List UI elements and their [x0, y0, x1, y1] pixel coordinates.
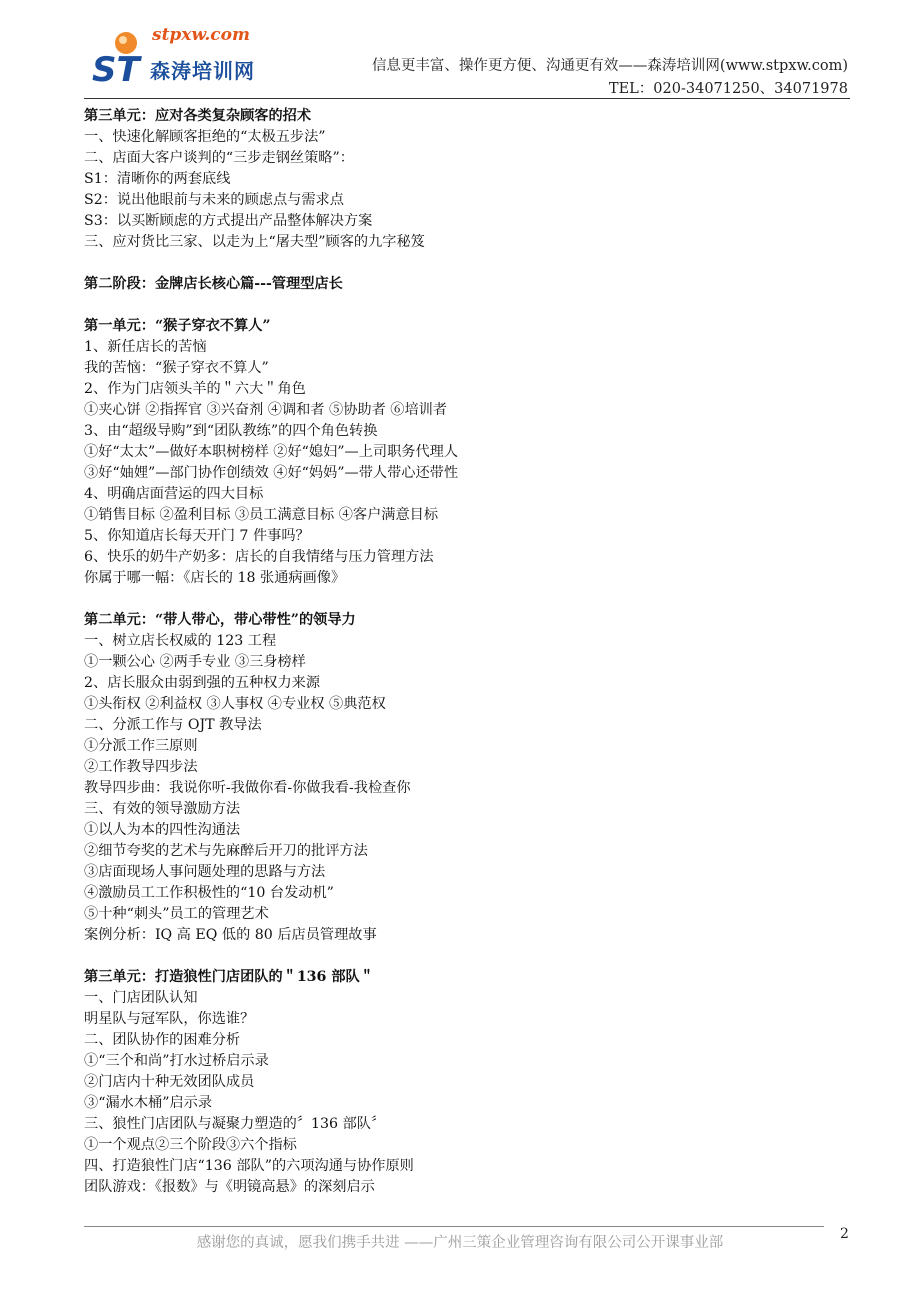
text-line: ①分派工作三原则	[84, 738, 198, 754]
text-line: 5、你知道店长每天开门 7 件事吗？	[84, 528, 310, 544]
text-line: ①一颗公心 ②两手专业 ③三身榜样	[84, 654, 306, 670]
header-slogan: 信息更丰富、操作更方便、沟通更有效——森涛培训网(www.stpxw.com)	[371, 58, 848, 74]
text-line: 三、应对货比三家、以走为上“屠夫型”顾客的九字秘笈	[84, 234, 425, 250]
blank-line	[84, 295, 854, 316]
text-line: 明星队与冠军队，你选谁？	[84, 1011, 255, 1027]
text-line: ①好“太太”—做好本职树榜样 ②好“媳妇”—上司职务代理人	[84, 444, 459, 460]
text-line: ③店面现场人事问题处理的思路与方法	[84, 864, 326, 880]
footer-text: 感谢您的真诚，愿我们携手共进 ——广州三策企业管理咨询有限公司公开课事业部	[196, 1235, 724, 1251]
text-line: ③“漏水木桶”启示录	[84, 1095, 213, 1111]
blank-line	[84, 589, 854, 610]
text-line: 1、新任店长的苦恼	[84, 339, 207, 355]
text-line: ①以人为本的四性沟通法	[84, 822, 241, 838]
text-line: ①“三个和尚”打水过桥启示录	[84, 1053, 269, 1069]
text-line: 团队游戏：《报数》与《明镜高悬》的深刻启示	[84, 1179, 375, 1195]
text-line: 一、门店团队认知	[84, 990, 198, 1006]
text-line: 一、快速化解顾客拒绝的“太极五步法”	[84, 129, 326, 145]
logo	[90, 25, 260, 87]
text-line: 一、树立店长权威的 123 工程	[84, 633, 277, 649]
text-line: 二、分派工作与 OJT 教导法	[84, 717, 262, 733]
svg-text:ST: ST	[92, 50, 140, 87]
text-line: ①一个观点②三个阶段③六个指标	[84, 1137, 297, 1153]
text-line: 6、快乐的奶牛产奶多：店长的自我情绪与压力管理方法	[84, 549, 434, 565]
text-line: S1：清晰你的两套底线	[84, 171, 231, 187]
text-line: 3、由“超级导购”到“团队教练”的四个角色转换	[84, 423, 378, 439]
text-line: ①夹心饼 ②指挥官 ③兴奋剂 ④调和者 ⑤协助者 ⑥培训者	[84, 402, 448, 418]
text-line: 我的苦恼：“猴子穿衣不算人”	[84, 360, 269, 376]
text-line: 三、有效的领导激励方法	[84, 801, 241, 817]
text-line: 教导四步曲：我说你听-我做你看-你做我看-我检查你	[84, 780, 411, 796]
blank-line	[84, 946, 854, 967]
page-number: 2	[840, 1226, 849, 1242]
text-line: 二、团队协作的困难分析	[84, 1032, 241, 1048]
section-heading: 第二单元：“带人带心，带心带性”的领导力	[84, 612, 356, 628]
document-body	[84, 106, 854, 1198]
text-line: S3：以买断顾虑的方式提出产品整体解决方案	[84, 213, 373, 229]
text-line: ①销售目标 ②盈利目标 ③员工满意目标 ④客户满意目标	[84, 507, 439, 523]
text-line: ⑤十种“刺头”员工的管理艺术	[84, 906, 269, 922]
header-tel: TEL：020-34071250、34071978	[608, 81, 848, 97]
footer-divider	[84, 1226, 824, 1227]
blank-line	[84, 253, 854, 274]
text-line: 案例分析：IQ 高 EQ 低的 80 后店员管理故事	[84, 927, 377, 943]
text-line: 二、店面大客户谈判的“三步走钢丝策略”：	[84, 150, 354, 166]
logo-name: 森涛培训网	[150, 59, 255, 83]
text-line: S2：说出他眼前与未来的顾虑点与需求点	[84, 192, 344, 208]
logo-mark-icon	[90, 29, 150, 87]
text-line: 三、狼性门店团队与凝聚力塑造的〞136 部队〞	[84, 1116, 386, 1132]
text-line: ④激励员工工作积极性的“10 台发动机”	[84, 885, 334, 901]
text-line: ①头衔权 ②利益权 ③人事权 ④专业权 ⑤典范权	[84, 696, 386, 712]
text-line: 4、明确店面营运的四大目标	[84, 486, 264, 502]
text-line: 2、店长服众由弱到强的五种权力来源	[84, 675, 321, 691]
section-heading: 第三单元：打造狼性门店团队的＂136 部队＂	[84, 969, 374, 985]
text-line: 你属于哪一幅：《店长的 18 张通病画像》	[84, 570, 346, 586]
page-header	[0, 0, 920, 100]
text-line: ③好“妯娌”—部门协作创绩效 ④好“妈妈”—带人带心还带性	[84, 465, 459, 481]
text-line: 四、打造狼性门店“136 部队”的六项沟通与协作原则	[84, 1158, 414, 1174]
section-heading: 第三单元：应对各类复杂顾客的招术	[84, 108, 312, 124]
text-line: 2、作为门店领头羊的＂六大＂角色	[84, 381, 306, 397]
text-line: ②门店内十种无效团队成员	[84, 1074, 255, 1090]
section-heading: 第一单元：“猴子穿衣不算人”	[84, 318, 271, 334]
logo-url: stpxw.com	[152, 25, 250, 45]
text-line: ②工作教导四步法	[84, 759, 198, 775]
section-heading: 第二阶段：金牌店长核心篇---管理型店长	[84, 276, 343, 292]
text-line: ②细节夸奖的艺术与先麻醉后开刀的批评方法	[84, 843, 368, 859]
header-divider	[84, 98, 850, 99]
